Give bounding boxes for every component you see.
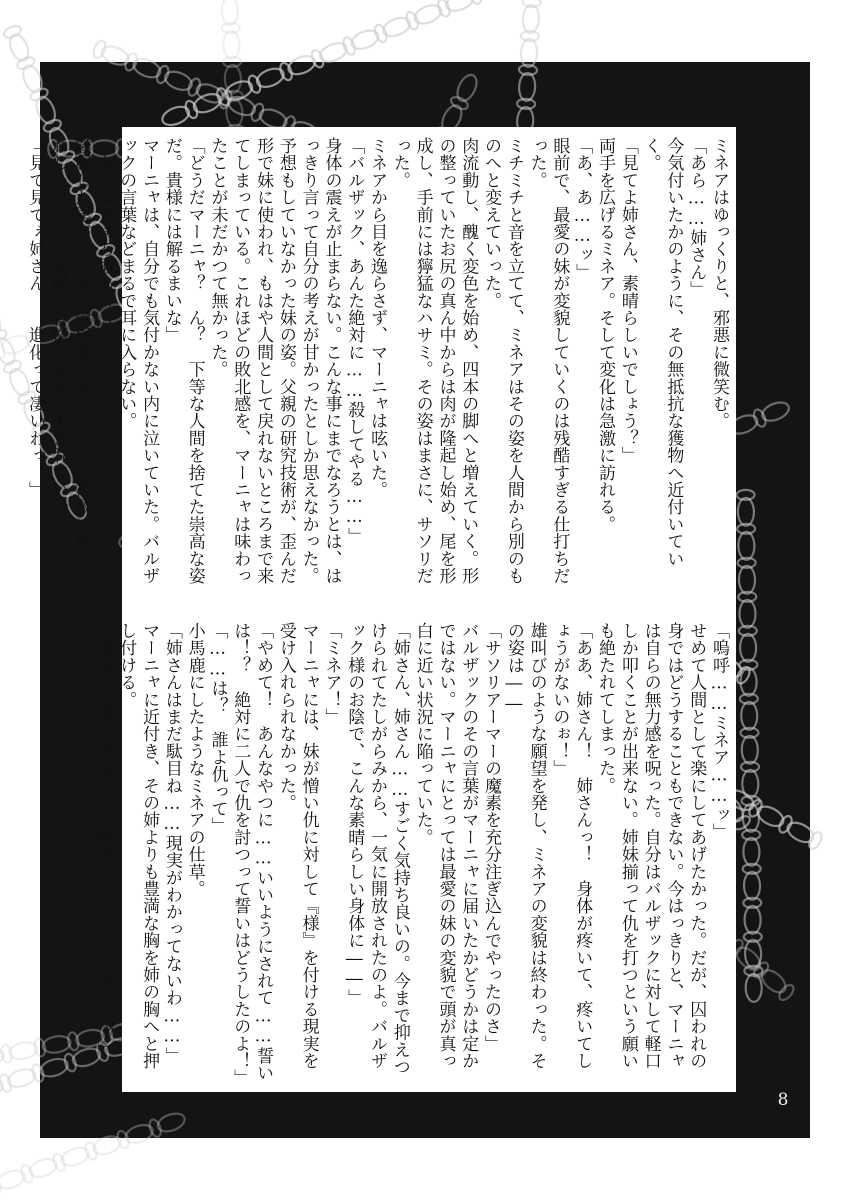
chain-link (449, 95, 470, 112)
chain-link (183, 99, 199, 119)
text-line: 雄叫びのような願望を発し、ミネアの変貌は終わった。その姿は―― (503, 622, 547, 1070)
text-line: 「姉さんはまだ駄目ね……現実がわかってないわ……」 (161, 622, 182, 1064)
chain-link (518, 72, 536, 101)
text-line: マーニャに近付き、その姉よりも豊満な胸を姉の胸へと押し付ける。 (116, 622, 160, 1070)
chain-link (522, 5, 540, 34)
text-line: 「あ、あ……ッ」 (572, 137, 593, 281)
text-line: 「あっはぁぁあああ！！」 (93, 137, 114, 344)
text-line: マーニャは、自分でも気付かない内に泣いていた。バルザックの言葉などまるで耳に入らない。 (116, 137, 160, 585)
text-line: 「サソリアーマーの魔素を充分注ぎ込んでやったのさ」 (481, 622, 502, 1052)
text-line: バルザックのその言葉がマーニャに届いたかどうかは定かではない。マーニャにとっては最愛の妹の変貌で頭が真っ白に近い状況に陥っていた。 (412, 622, 479, 1070)
text-line: 肉流動し、醜く変色を始め、四本の脚へと増えていく。形の整っていたお尻の真ん中からは肉が隆起し始め、尾を形成し、手前には獰猛なハサミ。その姿はまさに、サソリだった。 (389, 137, 479, 585)
chain-link (247, 74, 263, 94)
chain-link (743, 838, 759, 866)
page-number: 8 (777, 1090, 789, 1110)
chain-link (6, 32, 32, 64)
text-column-bottom (93, 612, 736, 1092)
text-line: ミネアはゆっくりと、邪悪に微笑む。 (709, 137, 729, 430)
chain-link (155, 64, 171, 84)
chain-link (226, 99, 243, 128)
text-line: 「あなたも進化するのよ、姉さん……いえ、マーニャ」 (93, 622, 114, 1058)
text-line: 「あら……姉さん」 (686, 137, 707, 298)
text-line: 今気付いたかのように、その無抵抗な獲物へ近付いていく。 (640, 137, 684, 567)
chain-link (744, 906, 760, 934)
chain-link (221, 0, 238, 25)
chain-link (739, 600, 755, 628)
chain-link (777, 982, 796, 1002)
text-line: 「ああ、姉さん！ 姉さんっ！ 身体が疼いて、疼いてしょうがないのぉ！」 (549, 622, 593, 1070)
vertical-text-top (25, 137, 730, 599)
chain-link (404, 10, 420, 30)
chain-link (2, 24, 22, 40)
chain-link (745, 974, 761, 1002)
text-line: 両手を広げるミネア。そして変化は急激に訪れる。 (595, 137, 616, 533)
text-line: ミチミチと音を立てて、ミネアはその姿を人間から別のものへと変えていった。 (481, 137, 524, 585)
chain-link (807, 830, 824, 851)
chain-link (160, 103, 192, 128)
chain-link (784, 819, 816, 846)
chain-link (123, 52, 139, 72)
chain-link (739, 566, 755, 594)
chain-link (29, 86, 49, 102)
chain-link (92, 39, 108, 59)
chain-link (341, 36, 357, 56)
chain-link (2, 358, 23, 375)
chain-link (20, 63, 46, 95)
text-line: 「どうだマーニャ？ ん？ 下等な人間を捨てた崇高な姿だ。貴様には解るまいな」 (161, 137, 205, 585)
text-line: 「見てよ姉さん、素晴らしいでしょう？」 (617, 137, 638, 464)
vertical-text-bottom (93, 622, 730, 1087)
text-line: 身体の震えが止まらない。こんな事にまでなろうとは、はっきり言って自分の考えが甘かったとしか思えなかった。予想もしていなかった妹の姿。父親の研究技術が、歪んだ形で妹に使われ、もはや人間として戻れないところまで来てしまっている。これほどの敗北感を、マーニャは味わったことが未だかつて無かった。 (207, 137, 342, 585)
text-line: 「ミネア！」 (321, 622, 342, 726)
chain-link (752, 408, 768, 428)
chain-link (33, 94, 59, 126)
chain-link (310, 49, 326, 69)
text-line: 隆起した尾が、次第に骨格を形成していく。複数に枝分かれした足にも、同様の骨格が表面に生まれていった。 (47, 137, 91, 585)
chain-link (186, 77, 202, 97)
chain-link (224, 65, 241, 94)
text-line: 小馬鹿にしたようなミネアの仕草。 (184, 622, 205, 898)
chain-link (278, 61, 294, 81)
chain-link (742, 770, 758, 798)
chain-link (373, 23, 389, 43)
text-panel (25, 127, 736, 1092)
text-line: 「……は？ 誰よ仇って」 (207, 622, 228, 835)
text-line: ミネアから目を逸らさず、マーニャは呟いた。 (367, 137, 388, 499)
chain-link (745, 940, 761, 968)
text-line: 「嗚呼……ミネア……ッ」 (709, 622, 729, 841)
chain-link (738, 532, 754, 560)
chain-link (249, 102, 265, 122)
chain-link (744, 872, 760, 900)
chain-pattern-border (25, 62, 810, 1138)
chain-link (738, 498, 754, 526)
text-line: せめて人間として楽にしてあげたかった。だが、囚われの身ではどうすることもできない。今はっきりと、マーニャは自らの無力感を呪った。自分はバルザックに対して軽口しか叩くことが出来ない。姉妹揃って仇を打つという願いも絶たれてしまった。 (595, 622, 707, 1070)
chain-link (520, 39, 538, 68)
chain-link (0, 1167, 27, 1191)
chain-link (740, 634, 756, 662)
text-column-top (25, 127, 736, 607)
text-line: 「姉さん、姉さん……すごく気持ち良いの。今まで抑えつけられてたしがらみから、一気に開放されたのよ。バルザック様のお陰で、こんな素晴らしい身体に――」 (344, 622, 410, 1076)
text-line: 「バルザック、あんた絶対に……殺してやる……」 (344, 137, 365, 545)
chain-link (454, 72, 481, 104)
chain-link (760, 399, 792, 424)
text-line: マーニャには、妹が憎い仇に対して『様』を付ける現実を受け入れられなかった。 (275, 622, 319, 1070)
text-line: 「やめて！ あんなやつに……いいようにされて……誓いは！？ 絶対に二人で仇を討つって誓いはどうしたのよ！」 (230, 622, 274, 1087)
chain-link (742, 736, 758, 764)
chain-link (0, 304, 4, 336)
text-line: 「見て見てぇ姉さん！ 進化って凄いわっ！」 (25, 137, 46, 499)
chain-link (223, 31, 240, 60)
chain-link (741, 702, 757, 730)
chain-link (16, 55, 36, 71)
text-line: 眼前で、最愛の妹が変貌していくのは残酷すぎる仕打ちだった。 (526, 137, 570, 585)
chain-link (523, 0, 542, 7)
chain-link (42, 118, 62, 134)
